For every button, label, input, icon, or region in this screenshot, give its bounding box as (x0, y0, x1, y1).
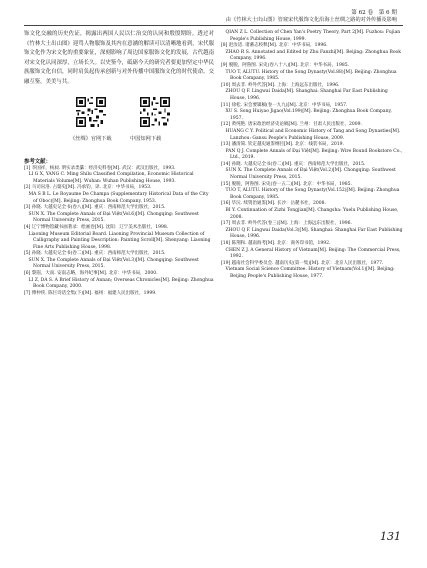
reference-entry: Liaoning Museum Editorial Board. Liaoning Provincial Museum Collection of Calligraphy and Painting Description: Painting Scroll[M]. Shenyang: Liaoning Fine Arts Publishing House, 1998. (24, 231, 211, 250)
reference-entry: [14] 孙晓. 大越史记全书(卷二)[M]. 重庆：西南师范大学出版社，2015. (221, 161, 366, 167)
reference-entry: ZHOU Q F. Lingwai Daida(Vol.3)[M]. Shanghai: Shanghai Far East Publishing House, 1996. (221, 227, 403, 240)
body-paragraph: 饰文化交融的历史佐证，揭露出两国人民以仁治交的认同和殷殷期盼。透过对《竹林大士出山图》迎骂人物服饰及其内在意涵的解读可以清晰地看到，宋代服饰文化作为宋文化的重要象征，深刻影响了周边国家服饰文化的发展，古代越南对宋文化认同深厚，立场长久。以史鉴今，砥砺今天的研究者要更加坚定中华民族服饰文化自信，同时肩负起传承创新与对外传播中国服饰文化的时代使命，交融互鉴，美美与共。 (24, 31, 214, 85)
reference-entry: [18] 陈荆和. 越南海考[M]. 北京：商务印书馆，1992. (221, 241, 331, 246)
reference-entry: [16] 毕沅. 续资治通鉴[M]. 长沙：岳麓书社，2008. (221, 201, 326, 207)
reference-entry: SUN X. The Complete Annals of Đại Việt(Vol.3)[M]. Chongqing: Southwest Normal University Press, 2015. (24, 257, 199, 270)
qr-caption-official-site: 《丝绸》官网下载 (70, 135, 112, 142)
qr-caption-cnki: 中国知网下载 (130, 135, 162, 142)
reference-entry: [5] 孙晓. 大越史记全书(卷二)[M]. 重庆：西南师范大学出版社，2015. (24, 251, 166, 257)
reference-entry: QIAN Z L. Collection of Chen Yan's Poetry Theory, Part 2[M]. Fuzhou: Fujian People's Publishing House, 1999. (221, 30, 401, 42)
reference-entry: [12] 黄纯艳. 唐宋政治经济史论稿[M]. 兰州：甘肃人民出版社，2009. (221, 122, 362, 128)
reference-entry: SUN X. The Complete Annals of Đại Việt(Vol.2)[M]. Chongqing: Southwest Normal University Press, 2015. (221, 168, 396, 181)
reference-entry: LI Z, DA S. A Brief History of Annan; Overseas Chronicles[M]. Beijing: Zhonghua Book Company, 2000. (24, 277, 214, 290)
reference-entry: ZHOU Q F. Lingwai Daida[M]. Shanghai: Shanghai Far East Publishing House, 1996. (221, 89, 388, 101)
references-heading: 参考文献： (24, 158, 51, 165)
reference-entry: BI Y. Continuation of Zizhi Tongjian[M]. Changsha: Yuelu Publishing House, 2008. (221, 208, 399, 220)
reference-entry: CHEN Z J. A General History of Vietnam[M]. Beijing: The Commercial Press, 1992. (221, 247, 401, 260)
journal-volume: 第 62 卷 第 6 期 (351, 10, 397, 16)
reference-entry: ZHAO R S. Annotated and Edited by Zhu Fanzhi[M]. Beijing: Zhonghua Book Company, 1996. (221, 49, 401, 62)
reference-entry: [19] 越南社会科学委员会. 越南历史(第一集)[M]. 北京：北京人民出版社，1977. (221, 260, 384, 266)
reference-list-left (24, 166, 214, 298)
reference-entry: [13] 潘清简. 钦定越史通鉴纲目[M]. 北京：线装书局，2019. (221, 142, 344, 148)
reference-entry: SUN X. The Complete Annals of Đại Việt(Vol.6)[M]. Chongqing: Southwest Normal University Press, 2015. (24, 211, 199, 224)
left-column (24, 30, 214, 297)
reference-entry: HUANG C Y. Political and Economic History of Tang and Song Dynasties[M]. Lanzhou: Gansu People's Publishing House, 2009. (221, 128, 401, 141)
reference-entry: [4] 辽宁博物馆藏书画著录：绘画卷[M]. 沈阳：辽宁美术出版社，1998. (24, 224, 169, 230)
page-number: 131 (380, 530, 401, 543)
reference-entry: [8] 赵汝适. 诸蕃志校释[M]. 北京：中华书局，1996. (221, 43, 328, 49)
reference-entry: XU S. Song Huiyao Jigao(Vol.199)[M]. Beijing: Zhonghua Book Company, 1957. (221, 109, 392, 121)
reference-entry: [10] 周去非. 岭外代答[M]. 上海：上海远东出版社，1996. (221, 82, 340, 88)
reference-entry: [11] 徐松. 宋会要辑稿(卷一九九)[M]. 北京：中华书局，1957. (221, 102, 348, 108)
reference-list-right (221, 30, 405, 281)
header-rule (24, 25, 403, 26)
reference-entry: PAN Q J. Complete Annals of Đại Việt[M]. Beijing: Wire Bound Bookstore Co., Ltd., 2019. (221, 148, 403, 161)
running-title: 由《竹林大士出山图》管窥宋代服饰文化沿海上丝绸之路的对外传播及影响 (225, 17, 397, 23)
qr-code-icon (140, 97, 170, 127)
reference-entry: [9] 脱脱，阿鲁图. 宋史(卷八十八)[M]. 北京：中华书局，1985. (221, 62, 350, 68)
reference-entry: [1] 李国祥，杨昶. 明实录类纂：经济史料卷[M]. 武汉：武汉出版社，1993. (24, 165, 176, 171)
reference-entry: [15] 脱脱，阿鲁图. 宋史(卷一五二)[M]. 北京：中华书局，1985. (221, 181, 352, 187)
reference-entry: Vietnam Social Science Committee. History of Vietnam(Vol.1)[M]. Beijing: Beijing People's Publishing House, 1977. (221, 267, 395, 279)
qr-code-icon (76, 97, 106, 127)
reference-entry: TUO T, ALUTU. History of the Song Dynasty(Vol.88)[M]. Beijing: Zhonghua Book Company, 1985. (221, 69, 397, 82)
right-column (221, 30, 405, 281)
reference-entry: [6] 黎崱，大南. 安南志略，海外纪事[M]. 北京：中华书局，2000. (24, 271, 158, 277)
reference-entry: [2] 马司帛洛. 占婆史[M]. 冯承钧，译. 北京：中华书局，1953. (24, 185, 152, 191)
reference-entry: MA S B L. Le Royaume De Champa (Supplementary Historical Data of the City of Oboc)[M]. Beijing: Zhonghua Book Company, 1953. (24, 191, 209, 204)
reference-entry: TUO T, ALUTU. History of the Song Dynasty(Vol.152)[M]. Beijing: Zhonghua Book Company, 1985. (221, 188, 400, 200)
reference-entry: [7] 傅仲侠. 陈巨诗话全集(下)[M]. 福州：福建人民出版社，1999. (24, 290, 157, 296)
qr-code-row (24, 97, 214, 157)
reference-entry: [17] 周去非. 岭外代答(卷三)[M]. 上海：上海远东出版社，1996. (221, 221, 352, 227)
reference-entry: [3] 孙晓. 大越史记全书(卷八)[M]. 重庆：西南师范大学出版社，2015. (24, 205, 166, 211)
reference-entry: LI G X, YANG C. Ming Shilu Classified Compilation, Economic Historical Materials Volume[M]. Wuhan: Wuhan Publishing House, 1993. (24, 172, 194, 184)
